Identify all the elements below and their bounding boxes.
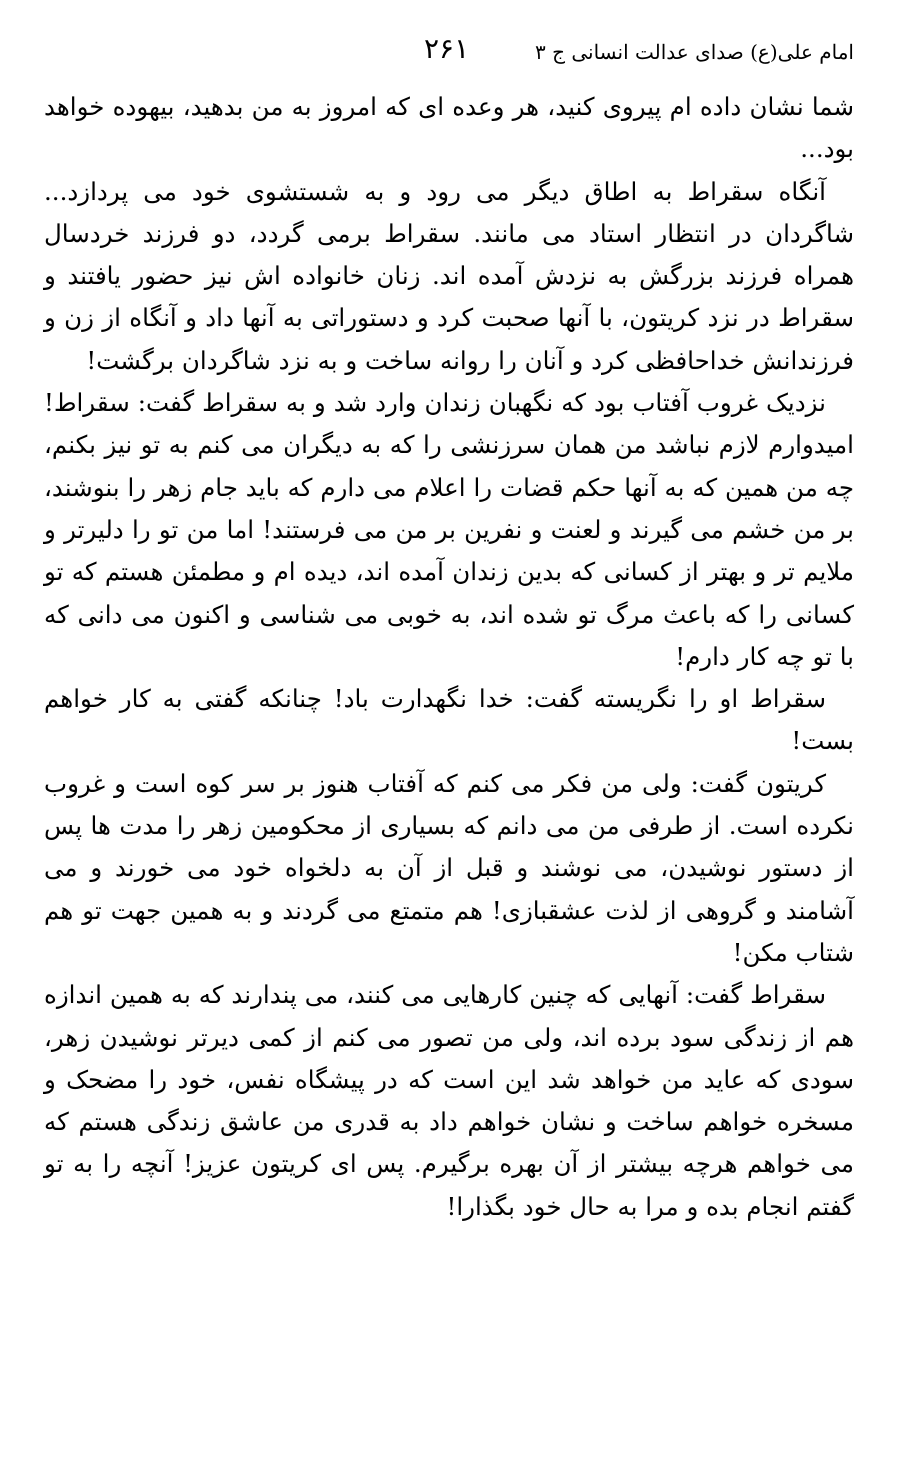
page-number: ۲۶۱ <box>424 32 470 65</box>
paragraph: سقراط گفت: آنهایی که چنین کارهایی می کنند، می پندارند که به همین اندازه هم از زندگی سود برده اند، ولی من تصور می کنم از کمی دیرتر نوشیدن زهر، سودی که عاید من خواهد شد این است که در پیشگاه نفس، خود را مضحک و مسخره خواهم ساخت و نشان خواهم داد به قدری من عاشق زندگی هستم که می خواهم هرچه بیشتر از آن بهره برگیرم. پس ای کریتون عزیز! آنچه را به تو گفتم انجام بده و مرا به حال خود بگذارا! <box>44 980 854 1221</box>
paragraph: کریتون گفت: ولی من فکر می کنم که آفتاب هنوز بر سر کوه است و غروب نکرده است. از طرفی من می دانم که بسیاری از محکومین زهر را مدت ها پس از دستور نوشیدن، می نوشند و قبل از آن به دلخواه خود می خورند و می آشامند و گروهی از لذت عشقبازی! هم متمتع می گردند و به همین جهت تو هم شتاب مکن! <box>44 768 854 967</box>
running-title: امام علی(ع) صدای عدالت انسانی ج ۳ <box>534 40 854 64</box>
paragraph: شما نشان داده ام پیروی کنید، هر وعده ای که امروز به من بدهید، بیهوده خواهد بود... <box>44 92 854 164</box>
paragraph: نزدیک غروب آفتاب بود که نگهبان زندان وارد شد و به سقراط گفت: سقراط! امیدوارم لازم نباشد من همان سرزنشی را که به دیگران می کنم به تو نیز بکنم، چه من همین که به آنها حکم قضات را اعلام می دارم که باید جام زهر را بنوشند، بر من خشم می گیرند و لعنت و نفرین بر من می فرستند! اما من تو را دلیرتر و ملایم تر و بهتر از کسانی که بدین زندان آمده اند، دیده ام و مطمئن هستم که تو کسانی را که باعث مرگ تو شده اند، به خوبی می شناسی و اکنون می دانی که با تو چه کار دارم! <box>44 388 854 671</box>
page-header <box>44 32 854 76</box>
paragraph: آنگاه سقراط به اطاق دیگر می رود و به شستشوی خود می پردازد... شاگردان در انتظار استاد می مانند. سقراط برمی گردد، دو فرزند خردسال همراه فرزند بزرگش به نزدش آمده اند. زنان خانواده اش نیز حضور یافتند و سقراط در نزد کریتون، با آنها صحبت کرد و دستوراتی به آنها داد و آنگاه از زن و فرزندانش خداحافظی کرد و آنان را روانه ساخت و به نزد شاگردان برگشت! <box>44 176 854 375</box>
paragraph: سقراط او را نگریسته گفت: خدا نگهدارت باد! چنانکه گفتی به کار خواهم بست! <box>44 684 854 756</box>
body-text <box>44 86 854 1228</box>
